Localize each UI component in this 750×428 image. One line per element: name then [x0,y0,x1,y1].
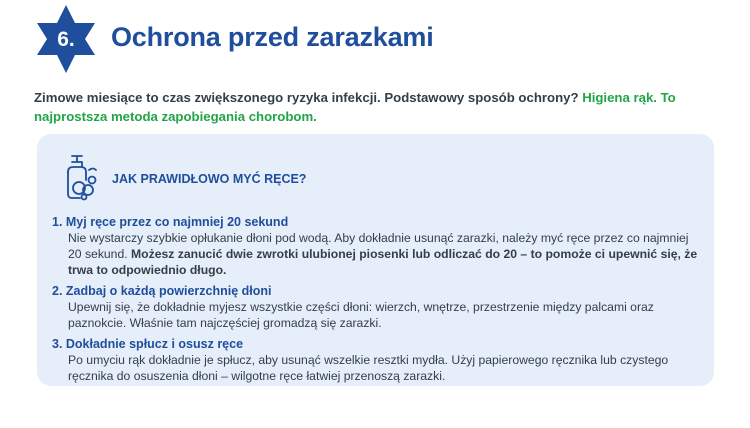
list-item [52,214,702,278]
section-number: 6. [57,27,75,51]
list-item [52,336,702,384]
intro-text: Zimowe miesiące to czas zwiększonego ryzyka infekcji. Podstawowy sposób ochrony? [34,90,579,105]
steps-list [52,214,702,389]
step-heading: 3. Dokładnie spłucz i osusz ręce [52,337,244,351]
page-title: Ochrona przed zarazkami [111,22,434,52]
step-text-regular: Nie wystarczy szybkie opłukanie dłoni pod wodą. Aby dokładnie usunąć zarazki, należy myć ręce przez co najmniej 20 sekund. [68,231,689,261]
step-text-bold: Możesz zanucić dwie zwrotki ulubionej piosenki lub odliczać do 20 – to pomoże ci upewnić się, że trwa to odpowiednio długo. [68,247,698,277]
intro-highlight: Higiena rąk. To najprostsza metoda zapobiegania chorobom. [34,90,676,124]
card-title: JAK PRAWIDŁOWO MYĆ RĘCE? [112,172,307,186]
step-text: Upewnij się, że dokładnie myjesz wszystkie części dłoni: wierzch, wnętrze, przestrzenie między palcami oraz paznokcie. Właśnie tam najczęściej gromadzą się zarazki. [68,300,654,330]
step-heading: 2. Zadbaj o każdą powierzchnię dłoni [52,284,272,298]
intro-paragraph [34,88,724,126]
hand-washing-icon [56,152,100,202]
step-text [52,230,702,278]
step-text: Po umyciu rąk dokładnie je spłucz, aby usunąć wszelkie resztki mydła. Użyj papierowego ręcznika lub czystego ręcznika do osuszenia dłoni – wilgotne ręce łatwiej przenoszą zarazki. [68,353,669,383]
list-item [52,283,702,331]
step-heading: 1. Myj ręce przez co najmniej 20 sekund [52,215,289,229]
